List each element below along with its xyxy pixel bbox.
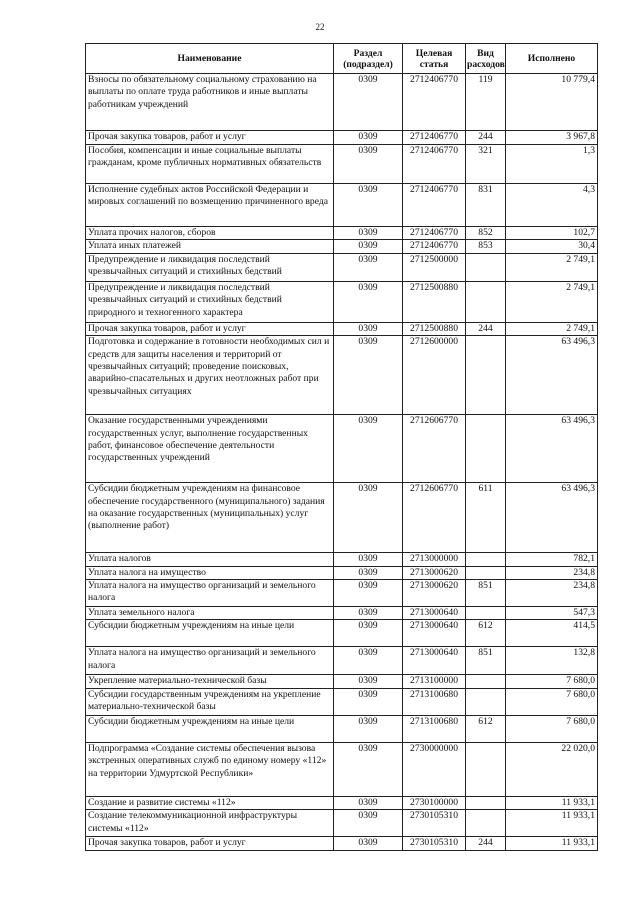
row-name-cell: Уплата иных платежей [86, 240, 334, 253]
row-article-cell: 2713000640 [403, 607, 466, 620]
row-name-cell: Уплата налогов [86, 553, 334, 566]
row-name-cell: Субсидии государственным учреждениям на укрепление материально-технической базы [86, 688, 334, 715]
table-row [86, 742, 598, 796]
row-article-cell: 2712500000 [403, 253, 466, 281]
row-kind-cell: 244 [466, 837, 506, 851]
row-done-cell: 22 020,0 [506, 742, 598, 796]
row-section-cell: 0309 [334, 715, 403, 742]
row-kind-cell: 612 [466, 715, 506, 742]
row-kind-cell: 853 [466, 240, 506, 253]
table-row [86, 483, 598, 553]
row-kind-cell [466, 742, 506, 796]
table-row [86, 675, 598, 688]
row-kind-cell: 321 [466, 145, 506, 184]
row-section-cell: 0309 [334, 131, 403, 145]
row-section-cell: 0309 [334, 796, 403, 809]
row-name-cell: Подпрограмма «Создание системы обеспечения вызова экстренных оперативных служб по единому номеру «112» на территории Удмуртской Республики» [86, 742, 334, 796]
row-article-cell: 2712406770 [403, 131, 466, 145]
row-section-cell: 0309 [334, 675, 403, 688]
row-article-cell: 2712406770 [403, 145, 466, 184]
row-done-cell: 132,8 [506, 647, 598, 675]
row-done-cell: 11 933,1 [506, 810, 598, 837]
budget-table [85, 43, 598, 851]
row-article-cell: 2713000640 [403, 647, 466, 675]
row-done-cell: 30,4 [506, 240, 598, 253]
header-article: Целевая статья [403, 44, 466, 74]
row-name-cell: Оказание государственными учреждениями государственных услуг, выполнение государственных работ, финансовое обеспечение деятельности государственных учреждений [86, 415, 334, 483]
row-kind-cell [466, 607, 506, 620]
row-done-cell: 7 680,0 [506, 715, 598, 742]
row-name-cell: Создание телекоммуникационной инфраструктуры системы «112» [86, 810, 334, 837]
row-article-cell: 2712500880 [403, 281, 466, 322]
row-kind-cell: 119 [466, 74, 506, 131]
row-name-cell: Уплата налога на имущество организаций и земельного налога [86, 580, 334, 607]
row-name-cell: Уплата земельного налога [86, 607, 334, 620]
row-kind-cell [466, 415, 506, 483]
row-section-cell: 0309 [334, 322, 403, 335]
table-row [86, 74, 598, 131]
table-row [86, 253, 598, 281]
row-article-cell: 2713000000 [403, 553, 466, 566]
row-done-cell: 63 496,3 [506, 336, 598, 415]
row-kind-cell [466, 566, 506, 579]
row-name-cell: Предупреждение и ликвидация последствий чрезвычайных ситуаций и стихийных бедствий [86, 253, 334, 281]
row-kind-cell [466, 688, 506, 715]
row-kind-cell: 244 [466, 322, 506, 335]
table-row [86, 145, 598, 184]
row-done-cell: 102,7 [506, 227, 598, 240]
row-section-cell: 0309 [334, 837, 403, 851]
row-kind-cell [466, 336, 506, 415]
table-row [86, 240, 598, 253]
row-done-cell: 7 680,0 [506, 675, 598, 688]
row-article-cell: 2730105310 [403, 837, 466, 851]
row-article-cell: 2713000620 [403, 580, 466, 607]
row-name-cell: Прочая закупка товаров, работ и услуг [86, 322, 334, 335]
row-kind-cell [466, 253, 506, 281]
row-done-cell: 1,3 [506, 145, 598, 184]
row-name-cell: Исполнение судебных актов Российской Федерации и мировых соглашений по возмещению причиненного вреда [86, 184, 334, 227]
row-article-cell: 2712406770 [403, 184, 466, 227]
row-article-cell: 2713000640 [403, 620, 466, 647]
row-kind-cell [466, 553, 506, 566]
row-section-cell: 0309 [334, 184, 403, 227]
row-name-cell: Уплата налога на имущество организаций и земельного налога [86, 647, 334, 675]
table-row [86, 336, 598, 415]
table-row [86, 715, 598, 742]
row-article-cell: 2713000620 [403, 566, 466, 579]
row-kind-cell: 612 [466, 620, 506, 647]
table-row [86, 607, 598, 620]
row-done-cell: 63 496,3 [506, 483, 598, 553]
table-row [86, 566, 598, 579]
table-row [86, 415, 598, 483]
table-row [86, 688, 598, 715]
row-section-cell: 0309 [334, 240, 403, 253]
row-kind-cell: 831 [466, 184, 506, 227]
row-done-cell: 234,8 [506, 580, 598, 607]
row-article-cell: 2712406770 [403, 74, 466, 131]
row-done-cell: 414,5 [506, 620, 598, 647]
row-kind-cell [466, 281, 506, 322]
row-article-cell: 2730000000 [403, 742, 466, 796]
row-article-cell: 2712500880 [403, 322, 466, 335]
row-section-cell: 0309 [334, 227, 403, 240]
row-done-cell: 11 933,1 [506, 837, 598, 851]
row-section-cell: 0309 [334, 553, 403, 566]
row-name-cell: Прочая закупка товаров, работ и услуг [86, 837, 334, 851]
header-name: Наименование [86, 44, 334, 74]
row-section-cell: 0309 [334, 647, 403, 675]
row-article-cell: 2713100680 [403, 688, 466, 715]
table-row [86, 796, 598, 809]
row-name-cell: Уплата налога на имущество [86, 566, 334, 579]
table-row [86, 227, 598, 240]
row-done-cell: 782,1 [506, 553, 598, 566]
row-article-cell: 2712406770 [403, 240, 466, 253]
table-header-row [86, 44, 598, 74]
row-kind-cell [466, 675, 506, 688]
row-article-cell: 2712606770 [403, 483, 466, 553]
row-section-cell: 0309 [334, 688, 403, 715]
row-done-cell: 2 749,1 [506, 253, 598, 281]
row-name-cell: Создание и развитие системы «112» [86, 796, 334, 809]
row-done-cell: 11 933,1 [506, 796, 598, 809]
row-section-cell: 0309 [334, 810, 403, 837]
row-section-cell: 0309 [334, 415, 403, 483]
row-name-cell: Укрепление материально-технической базы [86, 675, 334, 688]
table-row [86, 131, 598, 145]
table-row [86, 580, 598, 607]
row-article-cell: 2713100680 [403, 715, 466, 742]
row-done-cell: 234,8 [506, 566, 598, 579]
row-name-cell: Уплата прочих налогов, сборов [86, 227, 334, 240]
row-kind-cell: 244 [466, 131, 506, 145]
table-row [86, 620, 598, 647]
row-kind-cell: 851 [466, 647, 506, 675]
row-name-cell: Субсидии бюджетным учреждениям на финансовое обеспечение государственного (муниципального) задания на оказание государственных (муниципальных) услуг (выполнение работ) [86, 483, 334, 553]
row-section-cell: 0309 [334, 483, 403, 553]
row-article-cell: 2712406770 [403, 227, 466, 240]
header-section: Раздел (подраздел) [334, 44, 403, 74]
row-kind-cell: 851 [466, 580, 506, 607]
table-row [86, 810, 598, 837]
row-article-cell: 2712606770 [403, 415, 466, 483]
row-kind-cell [466, 810, 506, 837]
row-done-cell: 63 496,3 [506, 415, 598, 483]
row-section-cell: 0309 [334, 566, 403, 579]
row-section-cell: 0309 [334, 742, 403, 796]
table-row [86, 553, 598, 566]
row-done-cell: 547,3 [506, 607, 598, 620]
row-done-cell: 7 680,0 [506, 688, 598, 715]
row-section-cell: 0309 [334, 145, 403, 184]
row-section-cell: 0309 [334, 253, 403, 281]
row-kind-cell [466, 796, 506, 809]
row-section-cell: 0309 [334, 336, 403, 415]
row-done-cell: 3 967,8 [506, 131, 598, 145]
table-row [86, 322, 598, 335]
table-row [86, 184, 598, 227]
row-name-cell: Подготовка и содержание в готовности необходимых сил и средств для защиты населения и территорий от чрезвычайных ситуаций; проведение поисковых, аварийно-спасательных и других неотложных работ при чрезвычайных ситуациях [86, 336, 334, 415]
row-done-cell: 4,3 [506, 184, 598, 227]
row-section-cell: 0309 [334, 281, 403, 322]
row-article-cell: 2730100000 [403, 796, 466, 809]
row-article-cell: 2730105310 [403, 810, 466, 837]
table-row [86, 281, 598, 322]
row-name-cell: Субсидии бюджетным учреждениям на иные цели [86, 620, 334, 647]
row-kind-cell: 611 [466, 483, 506, 553]
row-name-cell: Предупреждение и ликвидация последствий чрезвычайных ситуаций и стихийных бедствий природного и техногенного характера [86, 281, 334, 322]
row-done-cell: 2 749,1 [506, 322, 598, 335]
header-done: Исполнено [506, 44, 598, 74]
row-name-cell: Пособия, компенсации и иные социальные выплаты гражданам, кроме публичных нормативных обязательств [86, 145, 334, 184]
row-section-cell: 0309 [334, 620, 403, 647]
row-section-cell: 0309 [334, 580, 403, 607]
row-done-cell: 10 779,4 [506, 74, 598, 131]
row-done-cell: 2 749,1 [506, 281, 598, 322]
row-article-cell: 2713100000 [403, 675, 466, 688]
table-row [86, 837, 598, 851]
page-number: 22 [315, 22, 325, 32]
row-section-cell: 0309 [334, 74, 403, 131]
table-body [86, 74, 598, 851]
row-name-cell: Взносы по обязательному социальному страхованию на выплаты по оплате труда работников и иные выплаты работникам учреждений [86, 74, 334, 131]
row-name-cell: Субсидии бюджетным учреждениям на иные цели [86, 715, 334, 742]
row-kind-cell: 852 [466, 227, 506, 240]
row-section-cell: 0309 [334, 607, 403, 620]
row-article-cell: 2712600000 [403, 336, 466, 415]
table-row [86, 647, 598, 675]
row-name-cell: Прочая закупка товаров, работ и услуг [86, 131, 334, 145]
header-kind: Вид расходов [466, 44, 506, 74]
